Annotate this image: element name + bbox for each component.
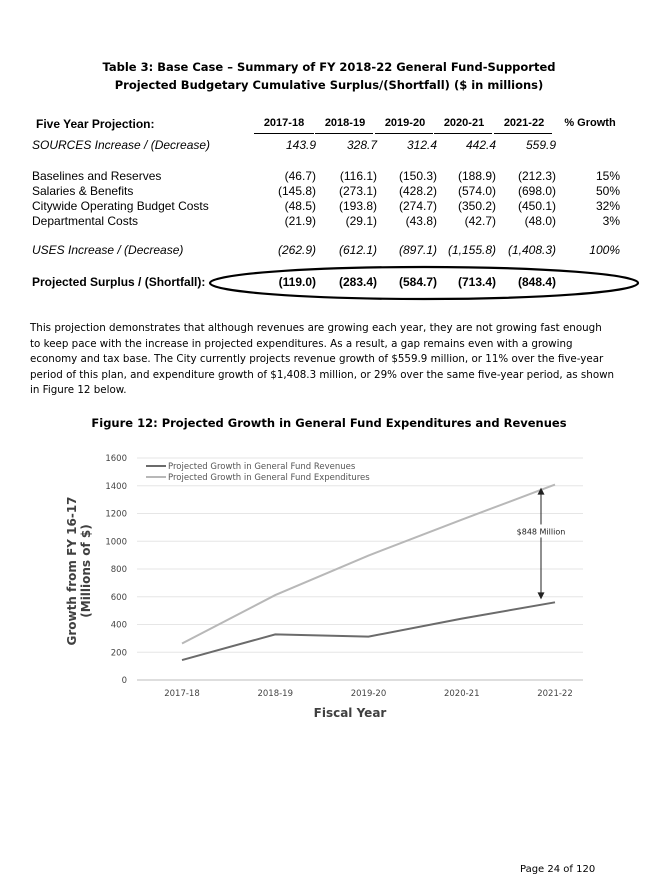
gap-annotation <box>505 488 577 600</box>
column-header: 2019-20 <box>384 117 426 129</box>
table-title-line2: Projected Budgetary Cumulative Surplus/(Shortfall) ($ in millions) <box>114 78 544 92</box>
y-tick-label: 400 <box>110 620 127 631</box>
cell-value: (283.4) <box>338 275 377 289</box>
column-header: 2020-21 <box>443 117 485 129</box>
figure-title: Figure 12: Projected Growth in General Fund Expenditures and Revenues <box>91 416 567 430</box>
y-tick-label: 800 <box>110 565 127 575</box>
cell-value: (584.7) <box>398 275 437 289</box>
expenditure-series-line <box>182 485 555 644</box>
x-tick-label: 2020-21 <box>443 689 480 699</box>
y-tick-label: 1600 <box>105 454 127 464</box>
cell-value: (119.0) <box>278 275 316 289</box>
y-tick-label: 600 <box>110 592 127 603</box>
cell-value: (48.5) <box>284 199 316 213</box>
cell-value: 143.9 <box>285 138 316 152</box>
cell-value: (262.9) <box>277 243 316 257</box>
x-tick-label: 2017-18 <box>164 689 200 699</box>
growth-value: 3% <box>602 214 620 228</box>
y-tick-label: 1200 <box>105 509 127 520</box>
cell-value: 312.4 <box>406 138 437 152</box>
cell-value: (116.1) <box>339 169 377 183</box>
x-axis-label: Fiscal Year <box>313 706 387 720</box>
legend-label-expenditures: Projected Growth in General Fund Expenditures <box>168 473 370 483</box>
cell-value: (273.1) <box>338 184 377 198</box>
cell-value: (848.4) <box>517 275 556 289</box>
chart-legend <box>146 462 370 483</box>
cell-value: (42.7) <box>464 214 496 228</box>
growth-value: 50% <box>595 184 620 198</box>
cell-value: (48.0) <box>524 214 556 228</box>
growth-value: 100% <box>589 243 620 257</box>
legend-label-revenues: Projected Growth in General Fund Revenues <box>168 462 356 472</box>
cell-value: (145.8) <box>277 184 316 198</box>
annotation-label: $848 Million <box>516 527 566 537</box>
paragraph-line: economy and tax base. The City currently projects revenue growth of $559.9 million, or 11% over the five-year <box>30 353 604 365</box>
column-header: 2017-18 <box>263 117 305 129</box>
x-tick-label: 2018-19 <box>257 689 294 699</box>
cell-value: (46.7) <box>284 169 316 183</box>
cell-value: (274.7) <box>398 199 437 213</box>
row-label: Citywide Operating Budget Costs <box>32 199 209 213</box>
y-tick-label: 200 <box>110 648 127 659</box>
row-label: SOURCES Increase / (Decrease) <box>32 138 211 152</box>
gap-arrow-head-bottom <box>538 592 545 599</box>
cell-value: (428.2) <box>398 184 437 198</box>
cell-value: (188.9) <box>457 169 496 183</box>
cell-value: (212.3) <box>517 169 556 183</box>
row-label: Baselines and Reserves <box>32 169 162 183</box>
cell-value: (713.4) <box>457 275 496 289</box>
y-axis-ticks <box>105 454 127 686</box>
row-label: USES Increase / (Decrease) <box>32 243 184 257</box>
chart-series <box>182 485 555 660</box>
cell-value: (43.8) <box>405 214 437 228</box>
growth-value: 32% <box>595 199 620 213</box>
cell-value: (450.1) <box>517 199 556 213</box>
table-title-line1: Table 3: Base Case – Summary of FY 2018-22 General Fund-Supported <box>102 60 556 74</box>
paragraph-line: This projection demonstrates that although revenues are growing each year, they are not growing fast enough <box>30 322 602 334</box>
cell-value: (150.3) <box>398 169 437 183</box>
y-axis-label: (Millions of $) <box>79 524 93 618</box>
body-paragraph <box>30 321 628 399</box>
cell-value: (1,155.8) <box>447 243 496 257</box>
paragraph-line: to keep pace with the increase in projected expenditures. As a result, a gap remains even with a growing <box>30 337 573 350</box>
cell-value: (897.1) <box>398 243 437 257</box>
cell-value: (1,408.3) <box>507 243 556 257</box>
y-axis-label: Growth from FY 16-17 <box>65 496 79 646</box>
row-label: Projected Surplus / (Shortfall): <box>32 275 206 289</box>
cell-value: 442.4 <box>465 138 496 152</box>
row-label: Departmental Costs <box>32 214 139 228</box>
surplus-highlight-ellipse <box>0 0 658 320</box>
y-tick-label: 0 <box>121 676 127 686</box>
cell-value: 328.7 <box>346 138 377 152</box>
paragraph-line: in Figure 12 below. <box>30 384 127 396</box>
y-tick-label: 1000 <box>105 537 127 548</box>
cell-value: (698.0) <box>517 184 556 198</box>
chart-gridlines <box>137 458 583 680</box>
y-tick-label: 1400 <box>105 481 127 492</box>
column-header: % Growth <box>564 117 616 129</box>
row-label: Salaries & Benefits <box>32 184 134 198</box>
growth-line-chart <box>0 440 658 730</box>
cell-value: (193.8) <box>338 199 377 213</box>
revenue-series-line <box>182 602 555 660</box>
x-tick-label: 2019-20 <box>350 689 387 699</box>
cell-value: (29.1) <box>345 214 377 228</box>
cell-value: (612.1) <box>338 243 377 257</box>
paragraph-line: period of this plan, and expenditure growth of $1,408.3 million, or 29% over the same five-year period, as shown <box>30 368 615 381</box>
header-label: Five Year Projection: <box>36 117 155 131</box>
cell-value: 559.9 <box>525 138 556 152</box>
x-axis-ticks <box>164 689 573 699</box>
growth-value: 15% <box>595 169 620 183</box>
column-header: 2021-22 <box>503 117 545 129</box>
column-header: 2018-19 <box>324 117 366 129</box>
cell-value: (350.2) <box>457 199 496 213</box>
cell-value: (574.0) <box>457 184 496 198</box>
page-number: Page 24 of 120 <box>520 864 596 875</box>
x-tick-label: 2021-22 <box>537 689 573 699</box>
cell-value: (21.9) <box>284 214 316 228</box>
